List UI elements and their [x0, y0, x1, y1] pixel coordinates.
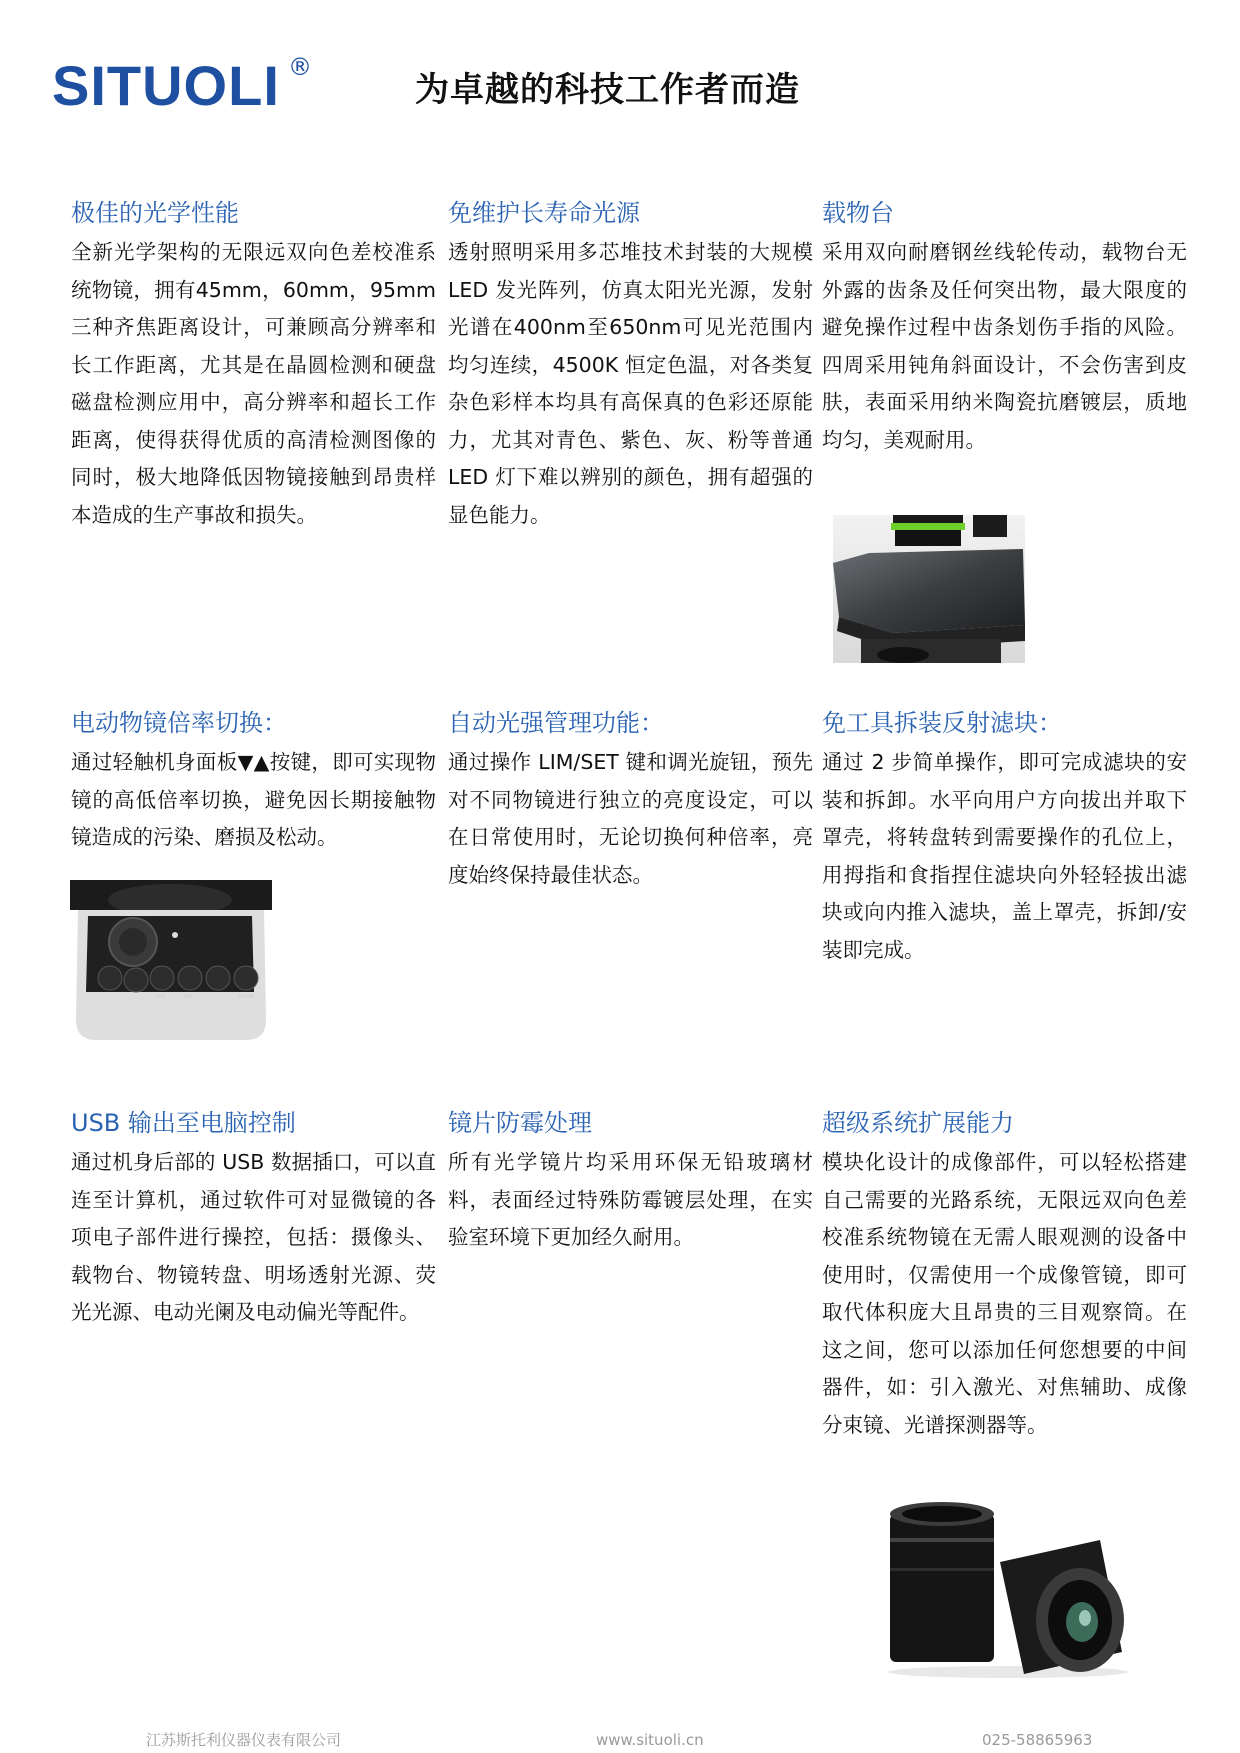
- feature-title: 镜片防霉处理: [448, 1109, 592, 1137]
- feature-title: 载物台: [822, 199, 894, 227]
- control-panel-photo: [70, 880, 272, 1042]
- stage-photo: [833, 515, 1025, 663]
- page-title: 为卓越的科技工作者而造: [415, 70, 800, 110]
- microscope-stage-icon: [833, 515, 1025, 663]
- feature-title: 免维护长寿命光源: [448, 199, 640, 227]
- brand-logo: SITUOLI: [52, 54, 280, 117]
- feature-title: 免工具拆装反射滤块：: [822, 709, 1062, 737]
- registered-mark: ®: [288, 53, 312, 81]
- feature-body: 所有光学镜片均采用环保无铅玻璃材料，表面经过特殊防霉镀层处理，在实验室环境下更加经久耐用。: [448, 1150, 813, 1249]
- feature-title: 自动光强管理功能：: [448, 709, 664, 737]
- feature-title: 电动物镜倍率切换：: [71, 709, 287, 737]
- feature-body: 透射照明采用多芯堆技术封装的大规模 LED 发光阵列，仿真太阳光光源，发射光谱在400nm至650nm可见光范围内均匀连续，4500K 恒定色温，对各类复杂色彩样本均具有高保真的色彩还原能力，尤其对青色、紫色、灰、粉等普通 LED 灯下难以辨别的颜色，拥有超强的显色能力。: [448, 240, 813, 527]
- feature-system-expansion: [822, 1106, 1187, 1444]
- feature-optical-performance: [71, 196, 436, 534]
- feature-body: 通过操作 LIM/SET 键和调光旋钮，预先对不同物镜进行独立的亮度设定，可以在日常使用时，无论切换何种倍率，亮度始终保持最佳状态。: [448, 750, 813, 887]
- feature-usb-control: [71, 1106, 436, 1332]
- feature-title: 极佳的光学性能: [71, 199, 239, 227]
- feature-motorized-nosepiece: [71, 706, 436, 857]
- feature-body: 模块化设计的成像部件，可以轻松搭建自己需要的光路系统，无限远双向色差校准系统物镜在无需人眼观测的设备中使用时，仅需使用一个成像管镜，即可取代体积庞大且昂贵的三目观察筒。在这之间，您可以添加任何您想要的中间器件，如：引入激光、对焦辅助、成像分束镜、光谱探测器等。: [822, 1150, 1187, 1437]
- tube-lens-photo: [878, 1498, 1140, 1678]
- lim-label: LIM: [156, 994, 165, 1000]
- feature-light-source: [448, 196, 813, 534]
- feature-body: 通过 2 步简单操作，即可完成滤块的安装和拆卸。水平向用户方向拔出并取下罩壳，将转盘转到需要操作的孔位上，用拇指和食指捏住滤块向外轻轻拔出滤块或向内推入滤块，盖上罩壳，拆卸/安装即完成。: [822, 750, 1187, 962]
- tube-lens-icon: [878, 1498, 1140, 1678]
- feature-title: 超级系统扩展能力: [822, 1109, 1014, 1137]
- feature-body: 通过轻触机身面板▼▲按键，即可实现物镜的高低倍率切换，避免因长期接触物镜造成的污染、磨损及松动。: [71, 750, 436, 849]
- feature-stage: [822, 196, 1187, 459]
- footer-phone: 025-58865963: [982, 1731, 1093, 1749]
- feature-body: 全新光学架构的无限远双向色差校准系统物镜，拥有45mm，60mm，95mm 三种齐焦距离设计，可兼顾高分辨率和长工作距离，尤其是在晶圆检测和硬盘磁盘检测应用中，高分辨率和超长工作距离，使得获得优质的高清检测图像的同时，极大地降低因物镜接触到昂贵样本造成的生产事故和损失。: [71, 240, 436, 527]
- footer-website[interactable]: www.situoli.cn: [596, 1731, 704, 1749]
- down-label: DOWN: [238, 994, 255, 1000]
- feature-body: 采用双向耐磨钢丝线轮传动，载物台无外露的齿条及任何突出物，最大限度的避免操作过程中齿条划伤手指的风险。四周采用钝角斜面设计，不会伤害到皮肤，表面采用纳米陶瓷抗磨镀层，质地均匀，美观耐用。: [822, 240, 1187, 452]
- feature-light-management: [448, 706, 813, 894]
- set-label: SET: [184, 994, 194, 1000]
- footer-company: 江苏斯托利仪器仪表有限公司: [146, 1731, 342, 1749]
- feature-anti-fungus: [448, 1106, 813, 1257]
- feature-body: 通过机身后部的 USB 数据插口，可以直连至计算机，通过软件可对显微镜的各项电子部件进行操控，包括：摄像头、载物台、物镜转盘、明场透射光源、荧光光源、电动光阑及电动偏光等配件。: [71, 1150, 436, 1324]
- control-panel-icon: [70, 880, 272, 1042]
- feature-title: USB 输出至电脑控制: [71, 1109, 296, 1137]
- feature-filter-block: [822, 706, 1187, 969]
